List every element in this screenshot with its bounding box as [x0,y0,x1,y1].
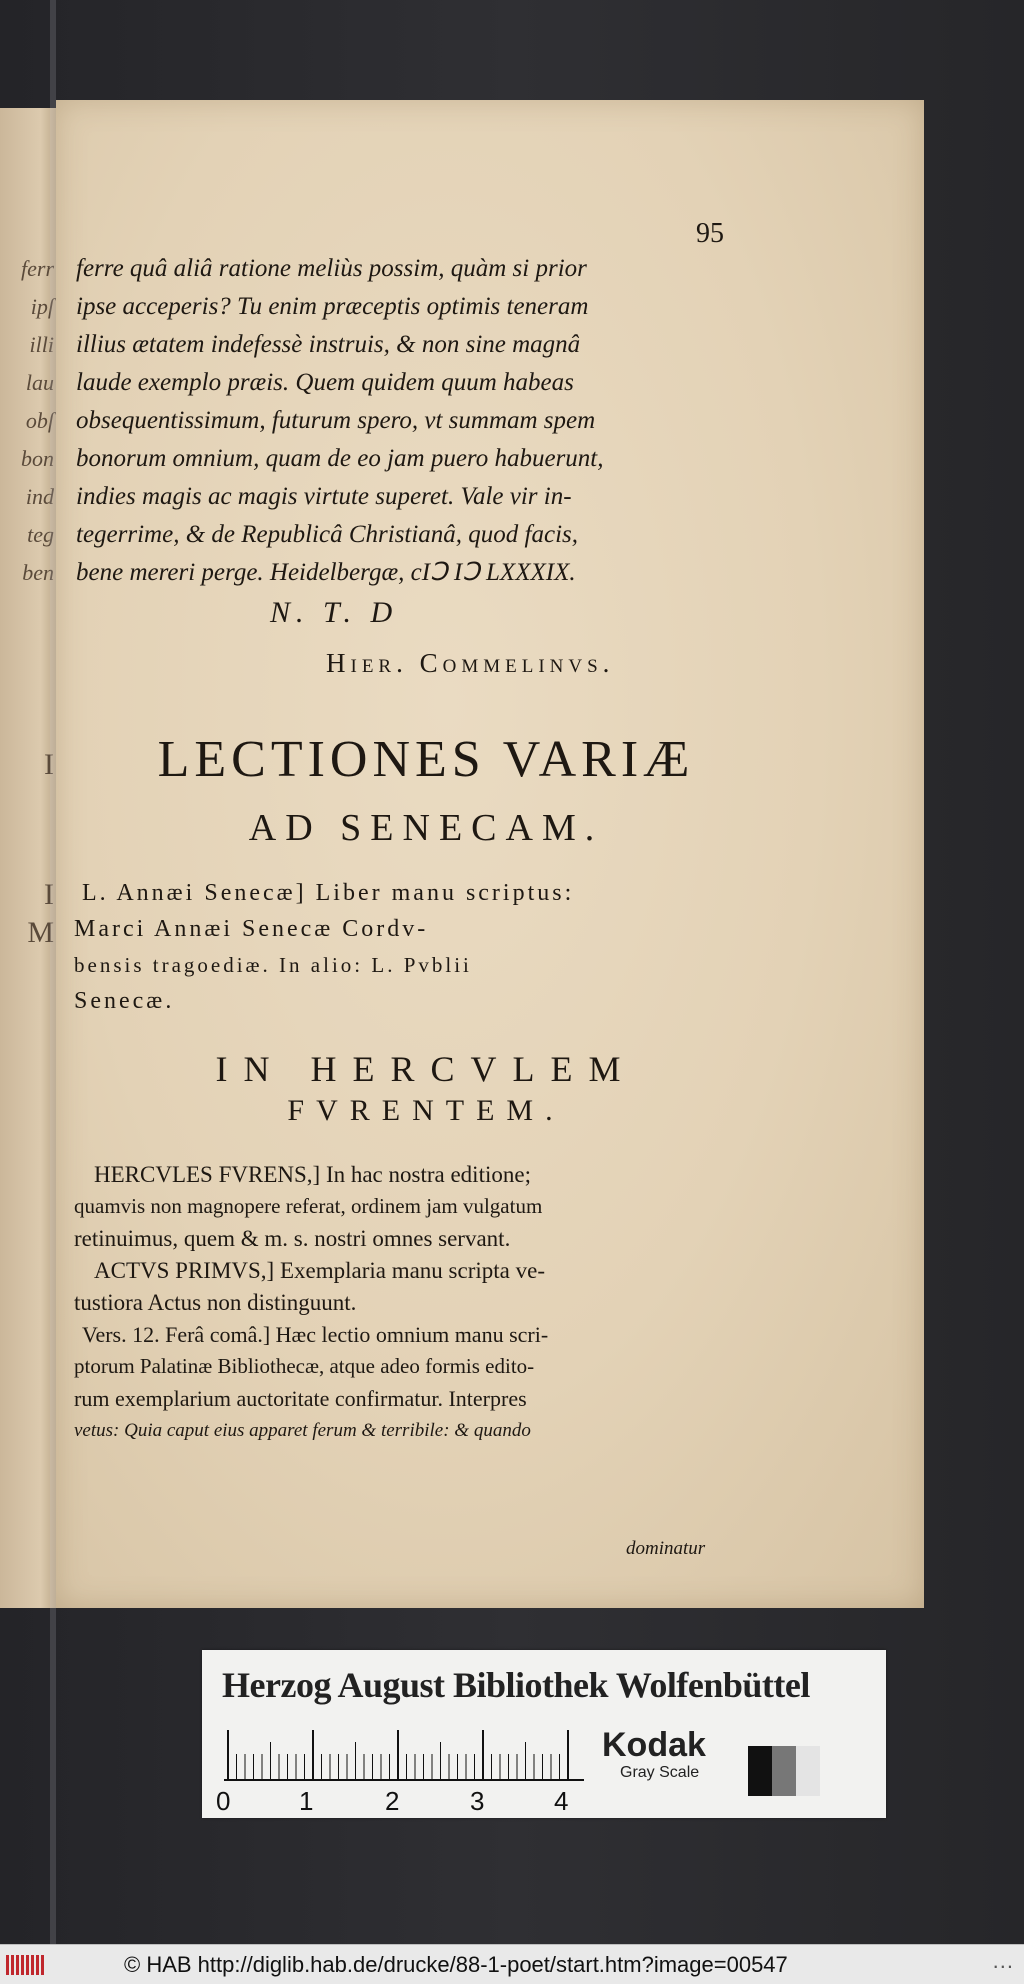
section-subtitle: FVRENTEM. [287,1094,565,1127]
prev-page-fragment: lau [25,370,54,395]
library-name: Herzog August Bibliothek Wolfenbüttel [222,1665,810,1705]
text-line: bonorum omnium, quam de eo jam puero habuerunt, [76,445,604,472]
page-number: 95 [696,218,724,249]
senecae-line: L. Annæi Senecæ] Liber manu scriptus: [82,880,575,906]
source-url-text[interactable]: © HAB http://diglib.hab.de/drucke/88-1-poet/start.htm?image=00547 [124,1952,788,1977]
note-line: ACTVS PRIMVS,] Exemplaria manu scripta ve- [94,1258,545,1283]
initials: N. T. D [270,596,399,629]
text-line: laude exemplo præis. Quem quidem quum habeas [76,369,574,396]
book-page [56,100,924,1608]
text-line: tegerrime, & de Republicâ Christianâ, quod facis, [76,521,579,548]
ruler-number: 2 [385,1786,400,1816]
main-title: LECTIONES VARIÆ [157,731,695,788]
hab-logo-icon [6,1953,46,1977]
ruler-number: 1 [299,1786,314,1816]
swatch-white [796,1746,820,1796]
catchword: dominatur [626,1538,706,1559]
text-line: illius ætatem indefessè instruis, & non sine magnâ [76,331,581,358]
ruler-number: 3 [470,1786,485,1816]
more-options-icon[interactable]: ... [992,1948,1014,1973]
ruler-number: 0 [216,1786,231,1816]
swatch-gray [772,1746,796,1796]
main-subtitle: AD SENECAM. [248,807,604,849]
text-line: indies magis ac magis virtute superet. Vale vir in- [76,483,572,510]
prev-page-fragment: bon [21,446,54,471]
gray-swatches [748,1746,820,1796]
prev-page-fragment: ferr [21,256,54,281]
note-line: tustiora Actus non distinguunt. [74,1290,357,1315]
color-calibration-card [202,1650,886,1818]
kodak-logo: Kodak [602,1726,706,1764]
measurement-ruler [224,1730,584,1782]
prev-page-fragment: M [27,916,54,949]
text-line: bene mereri perge. Heidelbergæ, cIↃ IↃ LXXXIX. [76,559,576,586]
note-line: quamvis non magnopere referat, ordinem jam vulgatum [74,1194,543,1218]
prev-page-fragment: I [44,748,54,781]
note-line: Vers. 12. Ferâ comâ.] Hæc lectio omnium manu scri- [82,1322,549,1347]
note-line: vetus: Quia caput eius apparet ferum & terribile: & quando [74,1420,531,1441]
swatch-black [748,1746,772,1796]
senecae-line: Senecæ. [74,988,175,1014]
gray-scale-label: Gray Scale [620,1764,700,1781]
note-line: rum exemplarium auctoritate confirmatur. Interpres [74,1386,527,1411]
status-bar [0,1944,1024,1984]
note-line: HERCVLES FVRENS,] In hac nostra editione; [94,1162,531,1187]
prev-page-fragment: ipſ [30,294,54,319]
prev-page-fragment: ind [25,484,54,509]
prev-page-fragment: I [44,878,54,911]
text-line: ferre quâ aliâ ratione meliùs possim, quàm si prior [76,255,587,282]
ruler-number: 4 [554,1786,569,1816]
prev-page-fragment: ben [22,560,54,585]
signature: Hier. Commelinvs. [326,648,615,678]
text-line: ipse acceperis? Tu enim præceptis optimis teneram [76,293,589,320]
section-title: IN HERCVLEM [215,1049,637,1089]
senecae-line: Marci Annæi Senecæ Cordv- [74,916,429,942]
prev-page-fragment: obſ [25,408,54,433]
note-line: retinuimus, quem & m. s. nostri omnes servant. [74,1226,511,1251]
prev-page-fragment: illi [29,332,54,357]
note-line: ptorum Palatinæ Bibliothecæ, atque adeo formis edito- [74,1354,535,1378]
text-line: obsequentissimum, futurum spero, vt summam spem [76,407,596,434]
senecae-line: bensis tragoediæ. In alio: L. Pvblii [74,953,472,977]
prev-page-fragment: teg [27,522,54,547]
